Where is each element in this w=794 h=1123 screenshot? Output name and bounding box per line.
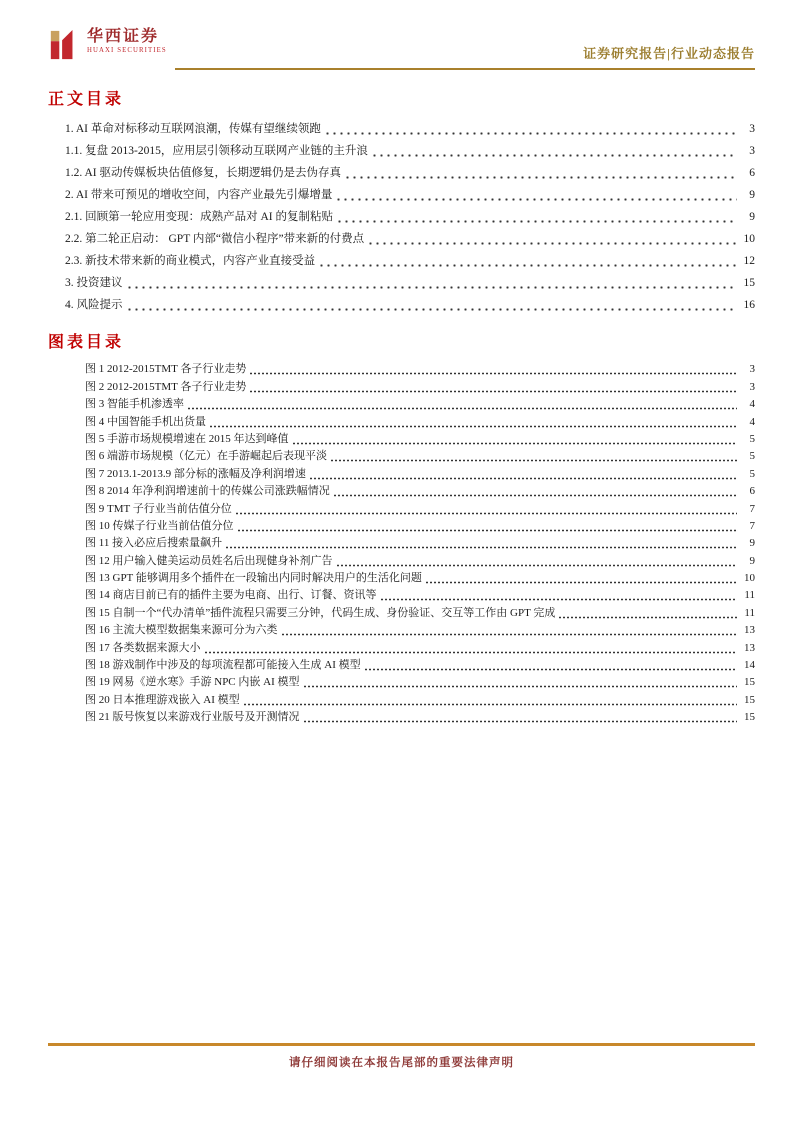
- huaxi-logo-icon: [48, 28, 80, 62]
- toc-entry[interactable]: [48, 159, 755, 181]
- figure-entry[interactable]: [48, 447, 755, 464]
- figure-entry-label: 图 5 手游市场规模增速在 2015 年达到峰值: [85, 432, 289, 445]
- figure-entry-page: 13: [744, 641, 755, 654]
- toc-entry-page: 6: [749, 167, 755, 179]
- figure-entry-page: 15: [744, 676, 755, 689]
- figure-entry-page: 6: [749, 485, 755, 498]
- figure-entry-label: 图 3 智能手机渗透率: [85, 398, 184, 411]
- toc-entry-page: 9: [749, 189, 755, 201]
- dot-leader: [558, 608, 737, 620]
- figure-entry[interactable]: [48, 586, 755, 603]
- figure-entry-label: 图 20 日本推理游戏嵌入 AI 模型: [85, 693, 240, 706]
- figure-entry-page: 15: [744, 693, 755, 706]
- header-divider: [175, 68, 755, 71]
- figure-entry[interactable]: [48, 412, 755, 429]
- dot-leader: [380, 590, 738, 602]
- toc-entry-page: 9: [749, 211, 755, 223]
- page-header: [48, 26, 755, 70]
- toc-entry[interactable]: [48, 181, 755, 203]
- figure-entry[interactable]: [48, 569, 755, 586]
- toc-entry-page: 12: [743, 255, 755, 267]
- toc-entry-label: 2. AI 带来可预见的增收空间，内容产业最先引爆增量: [65, 189, 333, 201]
- dot-leader: [330, 451, 737, 463]
- figure-entry[interactable]: [48, 430, 755, 447]
- dot-leader: [235, 504, 737, 516]
- dot-leader: [249, 382, 737, 394]
- dot-leader: [318, 256, 737, 268]
- figure-entry[interactable]: [48, 360, 755, 377]
- dot-leader: [281, 625, 738, 637]
- figure-entry[interactable]: [48, 395, 755, 412]
- figure-entry-label: 图 19 网易《逆水寒》手游 NPC 内嵌 AI 模型: [85, 676, 300, 689]
- figure-entry[interactable]: [48, 638, 755, 655]
- legal-disclaimer: 请仔细阅读在本报告尾部的重要法律声明: [289, 1057, 514, 1069]
- figure-entry-label: 图 14 商店目前已有的插件主要为电商、出行、订餐、资讯等: [85, 589, 377, 602]
- figure-entry-page: 3: [749, 363, 755, 376]
- dot-leader: [204, 643, 738, 655]
- dot-leader: [309, 469, 737, 481]
- figure-entry[interactable]: [48, 603, 755, 620]
- dot-leader: [371, 146, 737, 158]
- figure-entry[interactable]: [48, 551, 755, 568]
- figure-entry[interactable]: [48, 534, 755, 551]
- figure-entry-label: 图 7 2013.1-2013.9 部分标的涨幅及净利润增速: [85, 467, 306, 480]
- figure-entry-label: 图 16 主流大模型数据集来源可分为六类: [85, 624, 278, 637]
- figure-entry-label: 图 18 游戏制作中涉及的每项流程都可能接入生成 AI 模型: [85, 659, 361, 672]
- toc-entry-label: 2.1. 回顾第一轮应用变现：成熟产品对 AI 的复制粘贴: [65, 211, 334, 223]
- toc-entry[interactable]: [48, 137, 755, 159]
- figure-entry-label: 图 4 中国智能手机出货量: [85, 415, 206, 428]
- toc-entry-page: 3: [749, 145, 755, 157]
- figure-entry-page: 5: [749, 450, 755, 463]
- figure-entry-page: 14: [744, 659, 755, 672]
- dot-leader: [344, 168, 737, 180]
- dot-leader: [333, 486, 737, 498]
- figure-entry-label: 图 21 版号恢复以来游戏行业版号及开测情况: [85, 711, 300, 724]
- toc-entry[interactable]: [48, 291, 755, 313]
- figure-entry[interactable]: [48, 621, 755, 638]
- toc-list: [48, 115, 755, 313]
- figure-entry-label: 图 1 2012-2015TMT 各子行业走势: [85, 363, 247, 376]
- figure-entry-label: 图 10 传媒子行业当前估值分位: [85, 519, 234, 532]
- figure-entry-page: 4: [749, 415, 755, 428]
- dot-leader: [209, 417, 737, 429]
- figure-entry[interactable]: [48, 517, 755, 534]
- toc-entry-page: 15: [743, 277, 755, 289]
- figure-entry-label: 图 2 2012-2015TMT 各子行业走势: [85, 380, 247, 393]
- figure-entry-page: 5: [749, 432, 755, 445]
- figure-entry[interactable]: [48, 690, 755, 707]
- toc-entry-label: 1. AI 革命对标移动互联网浪潮，传媒有望继续领跑: [65, 123, 321, 135]
- toc-entry-label: 2.2. 第二轮正启动： GPT 内部“微信小程序”带来新的付费点: [65, 233, 365, 245]
- page-footer: [48, 1043, 755, 1070]
- dot-leader: [336, 556, 738, 568]
- toc-title: 正文目录: [48, 91, 125, 108]
- figure-entry-label: 图 6 端游市场规模（亿元）在手游崛起后表现平淡: [85, 450, 327, 463]
- dot-leader: [249, 364, 737, 376]
- figure-entry-page: 4: [749, 398, 755, 411]
- figure-entry-label: 图 17 各类数据来源大小: [85, 641, 201, 654]
- dot-leader: [126, 300, 738, 312]
- toc-entry-page: 3: [749, 123, 755, 135]
- figures-title: 图表目录: [48, 334, 125, 351]
- toc-entry[interactable]: [48, 203, 755, 225]
- toc-entry-label: 1.2. AI 驱动传媒板块估值修复，长期逻辑仍是去伪存真: [65, 167, 341, 179]
- figure-entry-page: 3: [749, 380, 755, 393]
- figure-entry[interactable]: [48, 708, 755, 725]
- dot-leader: [336, 212, 737, 224]
- figure-entry-label: 图 12 用户输入健美运动员姓名后出现健身补剂广告: [85, 554, 333, 567]
- dot-leader: [187, 399, 737, 411]
- toc-entry-label: 2.3. 新技术带来新的商业模式，内容产业直接受益: [65, 255, 316, 267]
- figure-entry-page: 15: [744, 711, 755, 724]
- dot-leader: [335, 190, 737, 202]
- figure-entry-page: 11: [744, 606, 755, 619]
- toc-entry-label: 1.1. 复盘 2013-2015，应用层引领移动互联网产业链的主升浪: [65, 145, 368, 157]
- footer-divider: [48, 1043, 755, 1046]
- figure-entry-label: 图 8 2014 年净利润增速前十的传媒公司涨跌幅情况: [85, 485, 330, 498]
- toc-entry-page: 16: [743, 299, 755, 311]
- dot-leader: [367, 234, 737, 246]
- figure-entry[interactable]: [48, 464, 755, 481]
- toc-entry[interactable]: [48, 225, 755, 247]
- report-type-label: 证券研究报告|行业动态报告: [583, 46, 755, 61]
- dot-leader: [303, 677, 737, 689]
- toc-entry-page: 10: [743, 233, 755, 245]
- dot-leader: [364, 660, 737, 672]
- figure-entry[interactable]: [48, 482, 755, 499]
- logo-en: HUAXI SECURITIES: [87, 47, 167, 54]
- figure-entry[interactable]: [48, 499, 755, 516]
- figure-list: [48, 360, 755, 725]
- dot-leader: [292, 434, 738, 446]
- figure-entry-label: 图 13 GPT 能够调用多个插件在一段输出内同时解决用户的生活化问题: [85, 572, 422, 585]
- dot-leader: [324, 124, 737, 136]
- figure-entry[interactable]: [48, 673, 755, 690]
- figure-entry-label: 图 11 接入必应后搜索量飙升: [85, 537, 223, 550]
- toc-entry-label: 4. 风险提示: [65, 299, 123, 311]
- figure-entry-page: 9: [749, 554, 755, 567]
- dot-leader: [237, 521, 738, 533]
- logo-cn: 华西证券: [87, 28, 160, 45]
- huaxi-logo-text: [87, 28, 167, 55]
- figure-entry[interactable]: [48, 377, 755, 394]
- dot-leader: [225, 538, 737, 550]
- toc-entry[interactable]: [48, 269, 755, 291]
- dot-leader: [303, 712, 738, 724]
- figure-entry-page: 13: [744, 624, 755, 637]
- figure-entry[interactable]: [48, 656, 755, 673]
- toc-entry[interactable]: [48, 115, 755, 137]
- figure-entry-page: 7: [749, 519, 755, 532]
- dot-leader: [425, 573, 737, 585]
- figure-entry-page: 5: [749, 467, 755, 480]
- dot-leader: [126, 278, 738, 290]
- toc-entry-label: 3. 投资建议: [65, 277, 123, 289]
- figure-entry-label: 图 9 TMT 子行业当前估值分位: [85, 502, 232, 515]
- figure-entry-page: 9: [749, 537, 755, 550]
- figure-entry-page: 10: [744, 572, 755, 585]
- huaxi-logo: [48, 28, 167, 62]
- dot-leader: [243, 695, 737, 707]
- figure-entry-label: 图 15 自制一个“代办清单”插件流程只需要三分钟，代码生成、身份验证、交互等工作由 GPT 完成: [85, 606, 556, 619]
- figure-entry-page: 7: [749, 502, 755, 515]
- toc-entry[interactable]: [48, 247, 755, 269]
- figure-entry-page: 11: [744, 589, 755, 602]
